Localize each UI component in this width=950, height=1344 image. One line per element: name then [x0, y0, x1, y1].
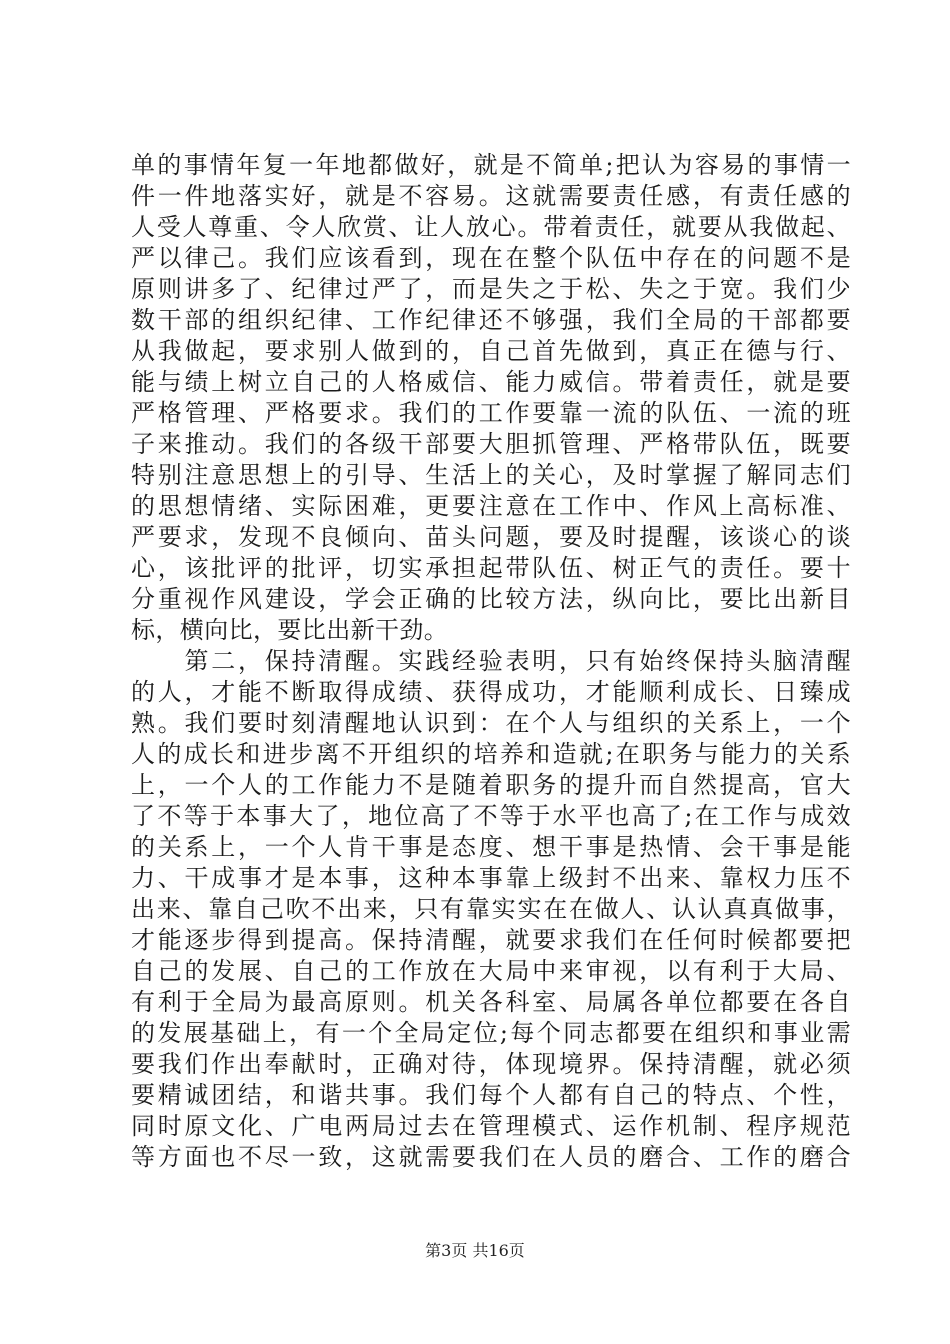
text-line: 自己的发展、自己的工作放在大局中来审视，以有利于大局、 — [131, 957, 851, 985]
text-line: 才能逐步得到提高。保持清醒，就要求我们在任何时候都要把 — [131, 926, 851, 954]
text-line: 分重视作风建设，学会正确的比较方法，纵向比，要比出新目 — [131, 585, 851, 613]
text-line: 原则讲多了、纪律过严了，而是失之于松、失之于宽。我们少 — [131, 275, 851, 303]
text-line: 熟。我们要时刻清醒地认识到：在个人与组织的关系上，一个 — [131, 709, 851, 737]
text-line: 标，横向比，要比出新干劲。 — [131, 616, 449, 644]
text-line: 的思想情绪、实际困难，更要注意在工作中、作风上高标准、 — [131, 492, 851, 520]
page-number-footer: 第3页 共16页 — [425, 1241, 525, 1260]
text-line: 子来推动。我们的各级干部要大胆抓管理、严格带队伍，既要 — [131, 430, 851, 458]
text-line: 从我做起，要求别人做到的，自己首先做到，真正在德与行、 — [131, 337, 851, 365]
text-line: 第二，保持清醒。实践经验表明，只有始终保持头脑清醒 — [131, 647, 851, 675]
text-line: 人受人尊重、令人欣赏、让人放心。带着责任，就要从我做起、 — [131, 213, 851, 241]
text-line: 了不等于本事大了，地位高了不等于水平也高了;在工作与成效 — [131, 802, 851, 830]
text-line: 严格管理、严格要求。我们的工作要靠一流的队伍、一流的班 — [131, 399, 851, 427]
text-line: 严要求，发现不良倾向、苗头问题，要及时提醒，该谈心的谈 — [131, 523, 851, 551]
text-line: 的关系上，一个人肯干事是态度、想干事是热情、会干事是能 — [131, 833, 851, 861]
text-line: 等方面也不尽一致，这就需要我们在人员的磨合、工作的磨合 — [131, 1143, 851, 1171]
text-line: 出来、靠自己吹不出来，只有靠实实在在做人、认认真真做事， — [131, 895, 851, 923]
text-line: 要我们作出奉献时，正确对待，体现境界。保持清醒，就必须 — [131, 1050, 851, 1078]
text-line: 有利于全局为最高原则。机关各科室、局属各单位都要在各自 — [131, 988, 851, 1016]
text-line: 上，一个人的工作能力不是随着职务的提升而自然提高，官大 — [131, 771, 851, 799]
text-line: 特别注意思想上的引导、生活上的关心，及时掌握了解同志们 — [131, 461, 851, 489]
text-line: 严以律己。我们应该看到，现在在整个队伍中存在的问题不是 — [131, 244, 851, 272]
body-text — [131, 150, 851, 1173]
text-line: 件一件地落实好，就是不容易。这就需要责任感，有责任感的 — [131, 182, 851, 210]
text-line: 数干部的组织纪律、工作纪律还不够强，我们全局的干部都要 — [131, 306, 851, 334]
text-line: 能与绩上树立自己的人格威信、能力威信。带着责任，就是要 — [131, 368, 851, 396]
text-line: 要精诚团结，和谐共事。我们每个人都有自己的特点、个性， — [131, 1081, 851, 1109]
text-line: 心，该批评的批评，切实承担起带队伍、树正气的责任。要十 — [131, 554, 851, 582]
text-line: 单的事情年复一年地都做好，就是不简单;把认为容易的事情一 — [131, 151, 851, 179]
text-line: 人的成长和进步离不开组织的培养和造就;在职务与能力的关系 — [131, 740, 851, 768]
text-line: 的人，才能不断取得成绩、获得成功，才能顺利成长、日臻成 — [131, 678, 851, 706]
text-line: 力、干成事才是本事，这种本事靠上级封不出来、靠权力压不 — [131, 864, 851, 892]
text-line: 的发展基础上，有一个全局定位;每个同志都要在组织和事业需 — [131, 1019, 851, 1047]
text-line: 同时原文化、广电两局过去在管理模式、运作机制、程序规范 — [131, 1112, 851, 1140]
